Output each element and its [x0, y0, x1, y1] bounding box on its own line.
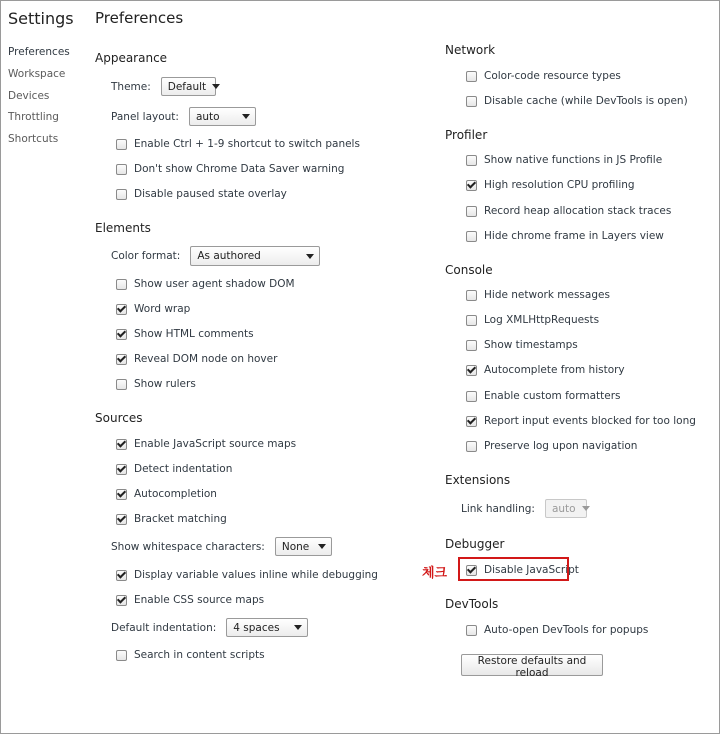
option-row[interactable] [116, 378, 196, 390]
checkbox-checked[interactable] [116, 464, 127, 475]
checkbox[interactable] [466, 315, 477, 326]
option-row[interactable] [116, 328, 254, 340]
option-row[interactable] [116, 303, 190, 315]
checkbox-checked[interactable] [116, 329, 127, 340]
option-label: Search in content scripts [134, 649, 265, 661]
option-label: Bracket matching [134, 513, 227, 525]
option-label: Show user agent shadow DOM [134, 278, 295, 290]
link-handling-select [545, 499, 587, 518]
checkbox[interactable] [116, 164, 127, 175]
option-label: Show rulers [134, 378, 196, 390]
option-label: Auto-open DevTools for popups [484, 624, 649, 636]
checkbox[interactable] [466, 206, 477, 217]
option-row[interactable] [466, 339, 578, 351]
chevron-down-icon [242, 114, 250, 119]
sidebar-item-shortcuts[interactable]: Shortcuts [8, 133, 59, 145]
sidebar-item-devices[interactable]: Devices [8, 90, 50, 102]
checkbox[interactable] [466, 625, 477, 636]
option-row[interactable] [116, 649, 265, 661]
checkbox[interactable] [466, 391, 477, 402]
option-row[interactable] [466, 415, 696, 427]
option-label: Record heap allocation stack traces [484, 205, 672, 217]
option-row[interactable] [116, 353, 277, 365]
option-label: Don't show Chrome Data Saver warning [134, 163, 345, 175]
option-row[interactable] [466, 289, 610, 301]
option-row[interactable] [116, 463, 232, 475]
panel-layout-select-value: auto [195, 110, 220, 123]
chevron-down-icon [318, 544, 326, 549]
sidebar-title: Settings [8, 9, 74, 28]
indentation-label: Default indentation: [111, 621, 217, 634]
option-label: Enable Ctrl + 1-9 shortcut to switch panels [134, 138, 360, 150]
checkbox-checked[interactable] [116, 439, 127, 450]
checkbox[interactable] [116, 189, 127, 200]
option-row[interactable] [116, 163, 344, 175]
checkbox-checked[interactable] [116, 595, 127, 606]
option-row[interactable] [466, 390, 621, 402]
chevron-down-icon [306, 254, 314, 259]
checkbox-checked[interactable] [116, 514, 127, 525]
checkbox[interactable] [466, 340, 477, 351]
checkbox[interactable] [466, 231, 477, 242]
option-label: Hide chrome frame in Layers view [484, 230, 664, 242]
panel-layout-select[interactable] [189, 107, 256, 126]
whitespace-select-value: None [281, 540, 310, 553]
option-row[interactable] [466, 440, 637, 452]
option-label: Preserve log upon navigation [484, 440, 638, 452]
color-format-label: Color format: [111, 250, 181, 262]
option-label: Show HTML comments [134, 328, 254, 340]
option-label: Autocomplete from history [484, 364, 625, 376]
sidebar-item-workspace[interactable]: Workspace [8, 68, 66, 80]
option-label: Detect indentation [134, 463, 233, 475]
option-label: Hide network messages [484, 289, 610, 301]
section-title-profiler: Profiler [445, 128, 488, 142]
option-label: Show timestamps [484, 339, 578, 351]
whitespace-select[interactable] [275, 537, 332, 556]
indentation-select-value: 4 spaces [233, 621, 280, 634]
option-row[interactable] [466, 70, 621, 82]
option-label: Disable cache (while DevTools is open) [484, 95, 688, 107]
checkbox-checked[interactable] [116, 489, 127, 500]
checkbox[interactable] [466, 155, 477, 166]
option-row[interactable] [466, 230, 664, 242]
checkbox[interactable] [466, 290, 477, 301]
option-row[interactable] [116, 188, 287, 200]
color-format-select[interactable] [190, 246, 320, 266]
theme-select-value: Default [167, 80, 207, 93]
option-row[interactable] [466, 364, 625, 376]
section-title-devtools: DevTools [445, 597, 499, 611]
option-row[interactable] [466, 154, 662, 166]
option-label: Enable JavaScript source maps [134, 438, 297, 450]
option-label: Show native functions in JS Profile [484, 154, 663, 166]
whitespace-label: Show whitespace characters: [111, 540, 265, 553]
section-title-sources: Sources [95, 411, 143, 425]
checkbox-checked[interactable] [116, 304, 127, 315]
checkbox-checked[interactable] [466, 416, 477, 427]
page-title: Preferences [95, 9, 184, 27]
option-row[interactable] [116, 438, 296, 450]
chevron-down-icon [294, 625, 302, 630]
option-label: Word wrap [134, 303, 191, 315]
option-row[interactable] [116, 569, 378, 581]
option-label: Log XMLHttpRequests [484, 314, 600, 326]
panel-layout-label: Panel layout: [111, 110, 179, 123]
link-handling-select-value: auto [551, 502, 576, 515]
checkbox-checked[interactable] [116, 354, 127, 365]
option-label: Disable JavaScript [484, 564, 579, 576]
option-label: Reveal DOM node on hover [134, 353, 278, 365]
option-label: Enable CSS source maps [134, 594, 265, 606]
option-label: Disable paused state overlay [134, 188, 287, 200]
annotation-label: 체크 [422, 566, 448, 581]
checkbox-checked[interactable] [466, 365, 477, 376]
option-row[interactable] [466, 95, 688, 107]
option-row[interactable] [466, 205, 671, 217]
option-label: Display variable values inline while debugging [134, 569, 378, 581]
option-row[interactable] [116, 278, 295, 290]
link-handling-label: Link handling: [461, 502, 535, 515]
checkbox[interactable] [116, 650, 127, 661]
option-label: Autocompletion [134, 488, 217, 500]
checkbox[interactable] [466, 71, 477, 82]
checkbox[interactable] [466, 441, 477, 452]
restore-defaults-button[interactable]: Restore defaults and reload [461, 654, 603, 676]
chevron-down-icon [212, 84, 220, 89]
checkbox[interactable] [466, 96, 477, 107]
option-row[interactable] [116, 138, 360, 150]
checkbox[interactable] [116, 279, 127, 290]
indentation-select[interactable] [226, 618, 308, 637]
theme-select[interactable] [161, 77, 216, 96]
option-row[interactable] [466, 179, 635, 191]
checkbox-checked[interactable] [116, 570, 127, 581]
option-label: Report input events blocked for too long [484, 415, 696, 427]
sidebar [0, 0, 80, 734]
section-title-debugger: Debugger [445, 537, 505, 551]
checkbox-checked[interactable] [466, 180, 477, 191]
chevron-down-icon [582, 506, 590, 511]
section-title-console: Console [445, 263, 493, 277]
option-row[interactable] [116, 594, 264, 606]
theme-label: Theme: [111, 80, 151, 93]
annotation-highlight-box [458, 557, 569, 581]
option-row[interactable] [466, 624, 648, 636]
sidebar-item-throttling[interactable]: Throttling [8, 111, 59, 123]
section-title-network: Network [445, 43, 496, 57]
option-row[interactable] [116, 488, 217, 500]
sidebar-item-preferences[interactable]: Preferences [8, 46, 70, 58]
option-row[interactable] [116, 513, 227, 525]
option-label: Color-code resource types [484, 70, 621, 82]
section-title-appearance: Appearance [95, 51, 168, 65]
checkbox[interactable] [116, 139, 127, 150]
section-title-elements: Elements [95, 221, 151, 235]
checkbox[interactable] [116, 379, 127, 390]
color-format-select-value: As authored [197, 250, 261, 262]
option-label: High resolution CPU profiling [484, 179, 635, 191]
option-label: Enable custom formatters [484, 390, 621, 402]
section-title-extensions: Extensions [445, 473, 511, 487]
option-row[interactable] [466, 314, 599, 326]
